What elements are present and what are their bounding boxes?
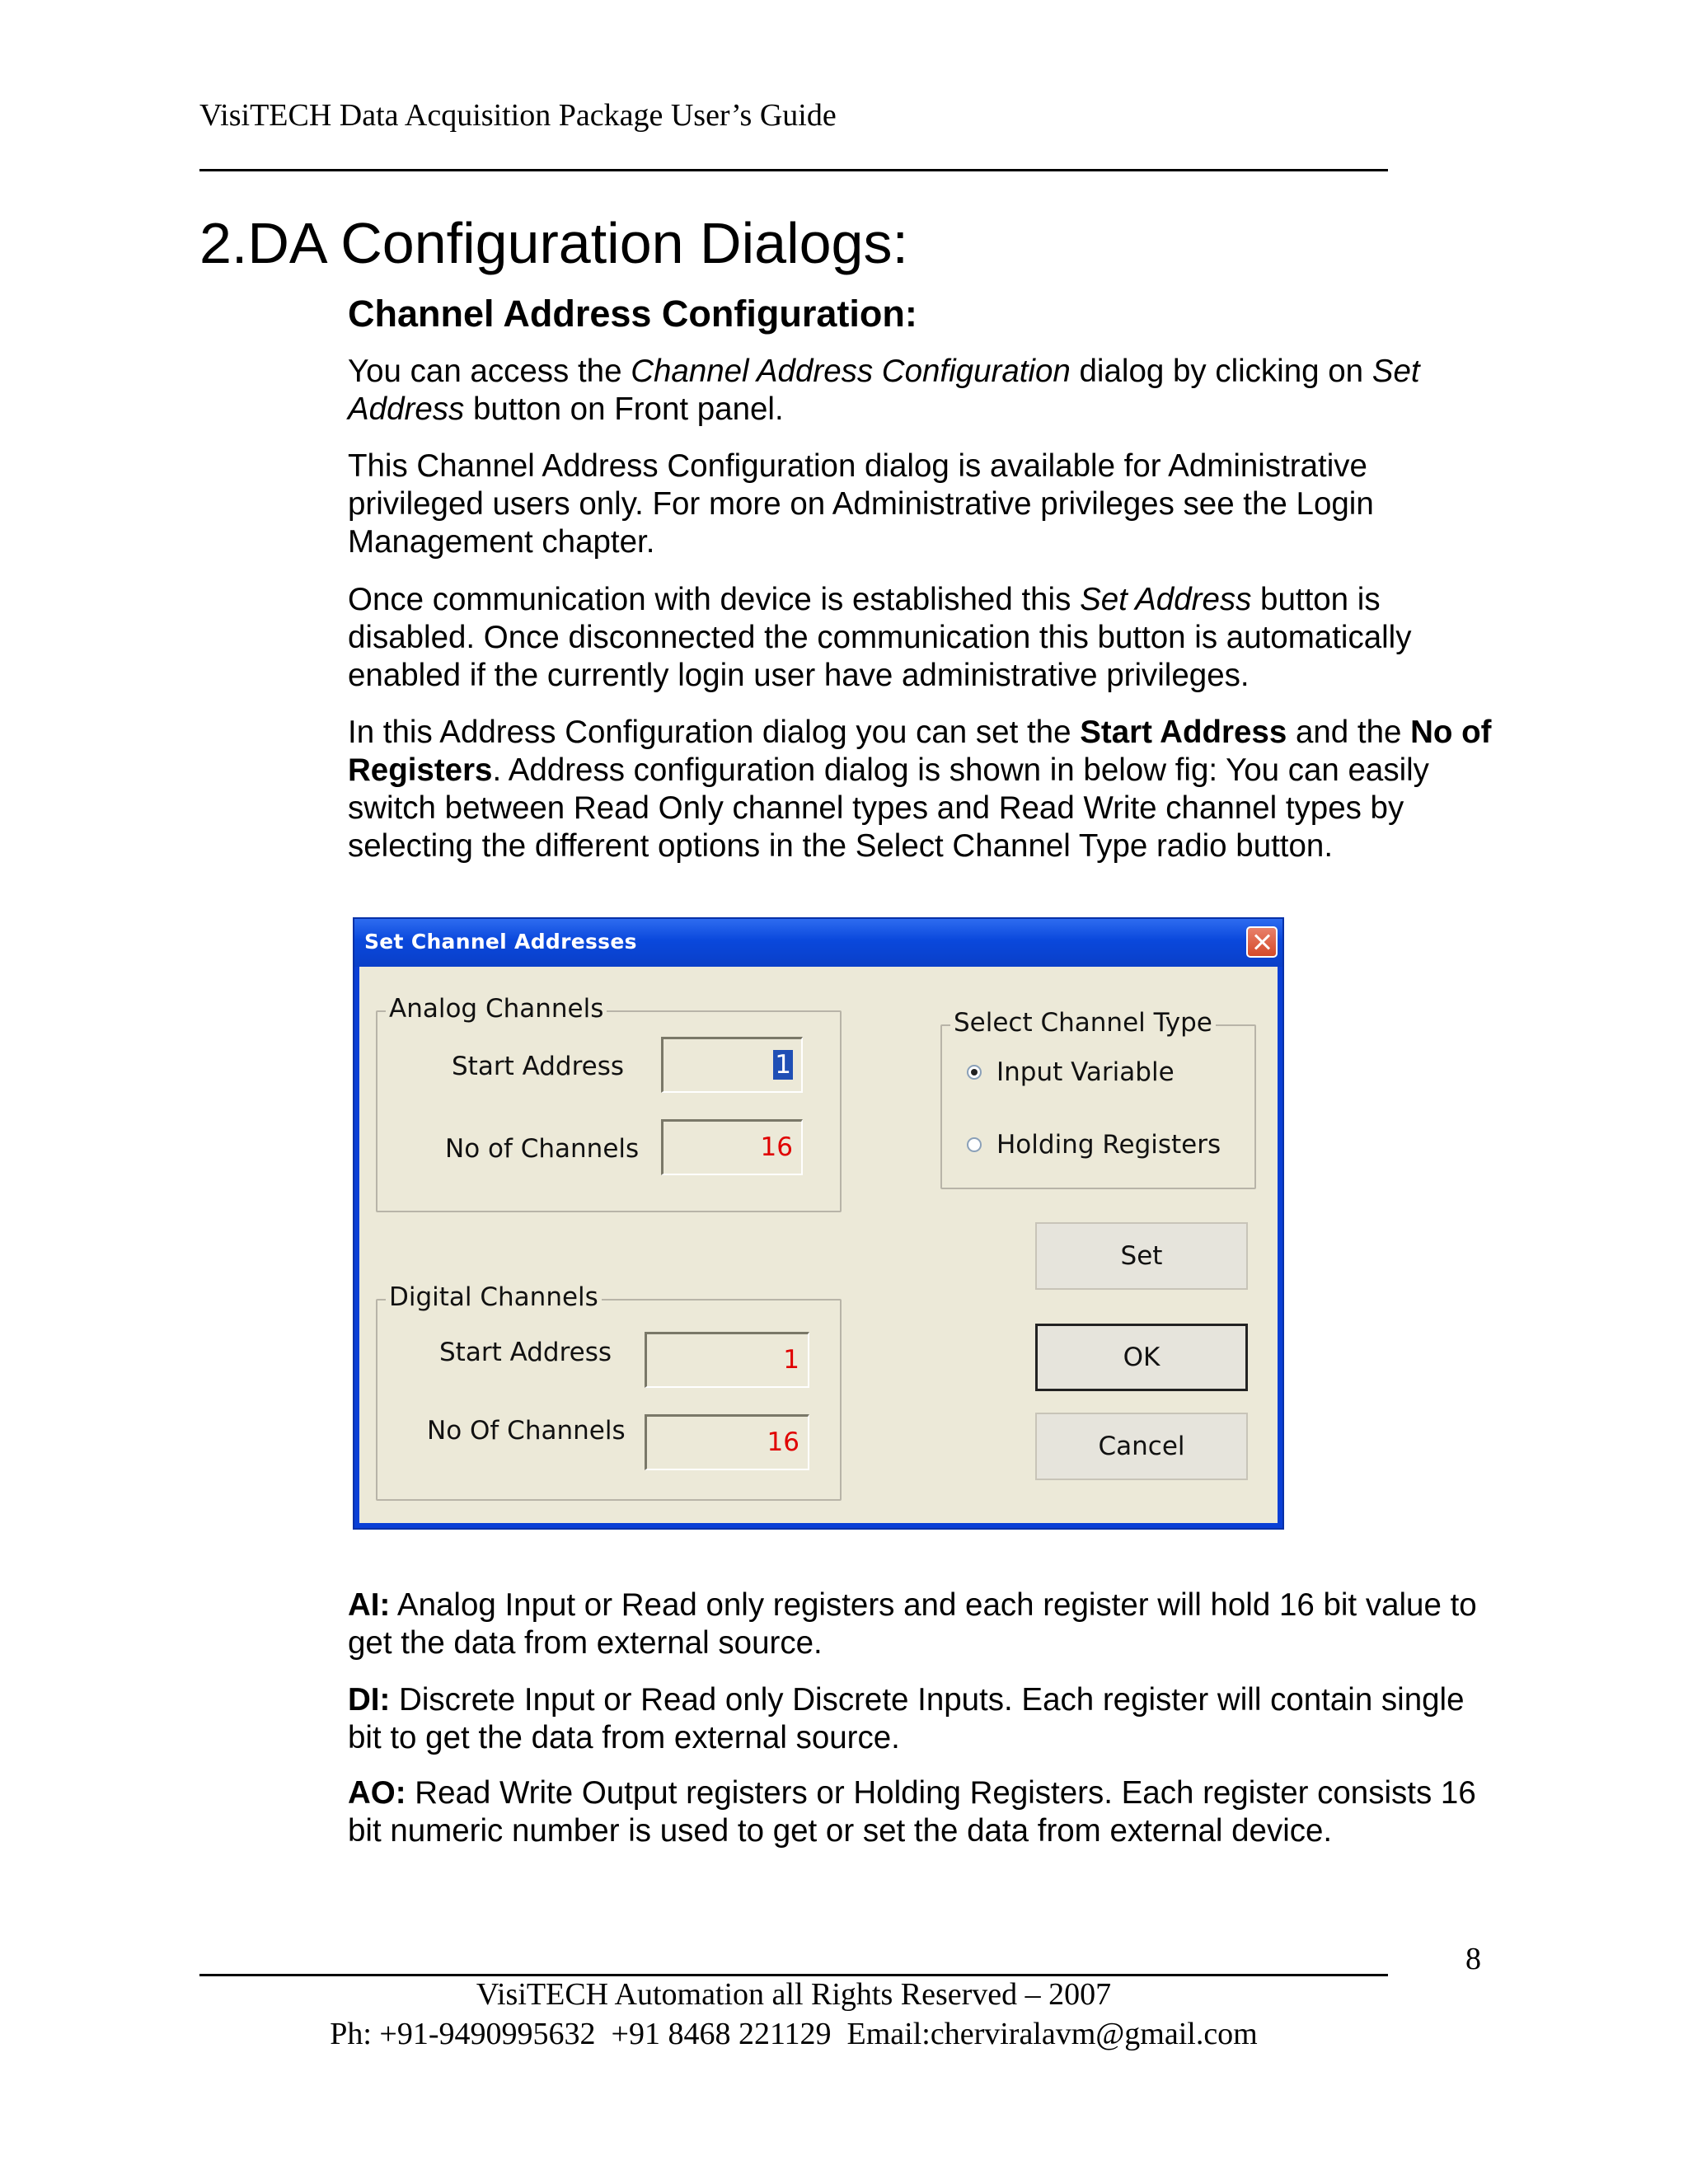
set-button[interactable]: Set — [1035, 1222, 1248, 1290]
radio-input-variable[interactable] — [967, 1057, 1175, 1087]
analog-no-of-channels-label: No of Channels — [445, 1134, 640, 1164]
ok-button[interactable]: OK — [1035, 1324, 1248, 1391]
radio-holding-registers-label: Holding Registers — [996, 1130, 1221, 1160]
paragraph-access — [348, 353, 1502, 429]
footer-copyright: VisiTECH Automation all Rights Reserved – 2007 — [476, 1977, 1112, 2012]
analog-start-address-input[interactable] — [661, 1037, 803, 1093]
digital-channels-legend: Digital Channels — [386, 1282, 602, 1312]
running-header: VisiTECH Data Acquisition Package User’s Guide — [199, 98, 837, 133]
analog-channels-group — [376, 994, 842, 1212]
analog-channels-legend: Analog Channels — [386, 994, 607, 1024]
radio-holding-registers[interactable] — [967, 1130, 1221, 1160]
set-channel-addresses-dialog — [353, 917, 1284, 1530]
bold-no-of-registers: No of Registers — [348, 715, 1492, 788]
cancel-button[interactable]: Cancel — [1035, 1413, 1248, 1480]
definition-ai — [348, 1586, 1502, 1662]
dialog-titlebar[interactable] — [354, 919, 1282, 967]
paragraph-text: You can access the — [348, 354, 631, 389]
paragraph-text: . Address configuration dialog is shown in below fig: You can easily switch between Read Only channel types and Read Write channel types by selecting the different options in the Select Channel Type radio button. — [348, 752, 1429, 864]
dialog-client-area — [359, 967, 1278, 1523]
select-channel-type-group — [940, 1008, 1256, 1189]
paragraph-text: dialog by clicking on — [1070, 354, 1372, 389]
paragraph-privileges: This Channel Address Configuration dialog is available for Administrative privileged users only. For more on Administrative privileges see the Login Management chapter. — [348, 448, 1374, 560]
page-number: 8 — [1465, 1942, 1481, 1976]
digital-no-of-channels-input[interactable]: 16 — [645, 1414, 809, 1470]
header-rule — [199, 169, 1388, 171]
definition-text: Read Write Output registers or Holding Registers. Each register consists 16 bit numeric number is used to get or set the data from external device. — [348, 1775, 1476, 1849]
dialog-title: Set Channel Addresses — [364, 930, 637, 954]
digital-start-address-label: Start Address — [439, 1338, 612, 1367]
definition-text: Analog Input or Read only registers and each register will hold 16 bit value to get the data from external source. — [348, 1587, 1477, 1661]
bold-start-address: Start Address — [1080, 715, 1287, 750]
emphasis-button-name: Set Address — [1080, 582, 1252, 617]
close-icon[interactable] — [1246, 926, 1278, 958]
definition-term: AO: — [348, 1775, 406, 1811]
analog-no-of-channels-input[interactable]: 16 — [661, 1119, 803, 1175]
definition-di — [348, 1681, 1502, 1757]
digital-start-address-input[interactable]: 1 — [645, 1332, 809, 1388]
emphasis-button-name: Set Address — [348, 354, 1420, 427]
analog-start-address-label: Start Address — [452, 1052, 625, 1081]
paragraph-communication — [348, 581, 1502, 695]
paragraph-text: button on Front panel. — [464, 391, 784, 427]
radio-unchecked-icon — [967, 1137, 982, 1152]
analog-start-address-value: 1 — [775, 1050, 791, 1080]
definition-term: AI: — [348, 1587, 391, 1623]
chapter-title: 2.DA Configuration Dialogs: — [199, 211, 908, 275]
footer-contact: Ph: +91-9490995632 +91 8468 221129 Email:cherviralavm@gmail.com — [330, 2017, 1258, 2051]
definition-term: DI: — [348, 1682, 391, 1718]
paragraph-text: and the — [1287, 715, 1411, 750]
radio-input-variable-label: Input Variable — [996, 1057, 1175, 1087]
definition-ao — [348, 1774, 1502, 1850]
select-channel-type-legend: Select Channel Type — [950, 1008, 1216, 1038]
definition-text: Discrete Input or Read only Discrete Inputs. Each register will contain single bit to get the data from external source. — [348, 1682, 1465, 1755]
digital-channels-group — [376, 1282, 842, 1501]
radio-checked-icon — [967, 1065, 982, 1080]
digital-no-of-channels-label: No Of Channels — [427, 1416, 626, 1446]
paragraph-text: In this Address Configuration dialog you can set the — [348, 715, 1081, 750]
paragraph-address-config — [348, 714, 1502, 865]
section-title: Channel Address Configuration: — [348, 293, 917, 335]
paragraph-text: Once communication with device is established this — [348, 582, 1081, 617]
paragraph-text: button is disabled. Once disconnected the communication this button is automatically enabled if the currently login user have administrative privileges. — [348, 582, 1412, 693]
emphasis-dialog-name: Channel Address Configuration — [631, 354, 1071, 389]
